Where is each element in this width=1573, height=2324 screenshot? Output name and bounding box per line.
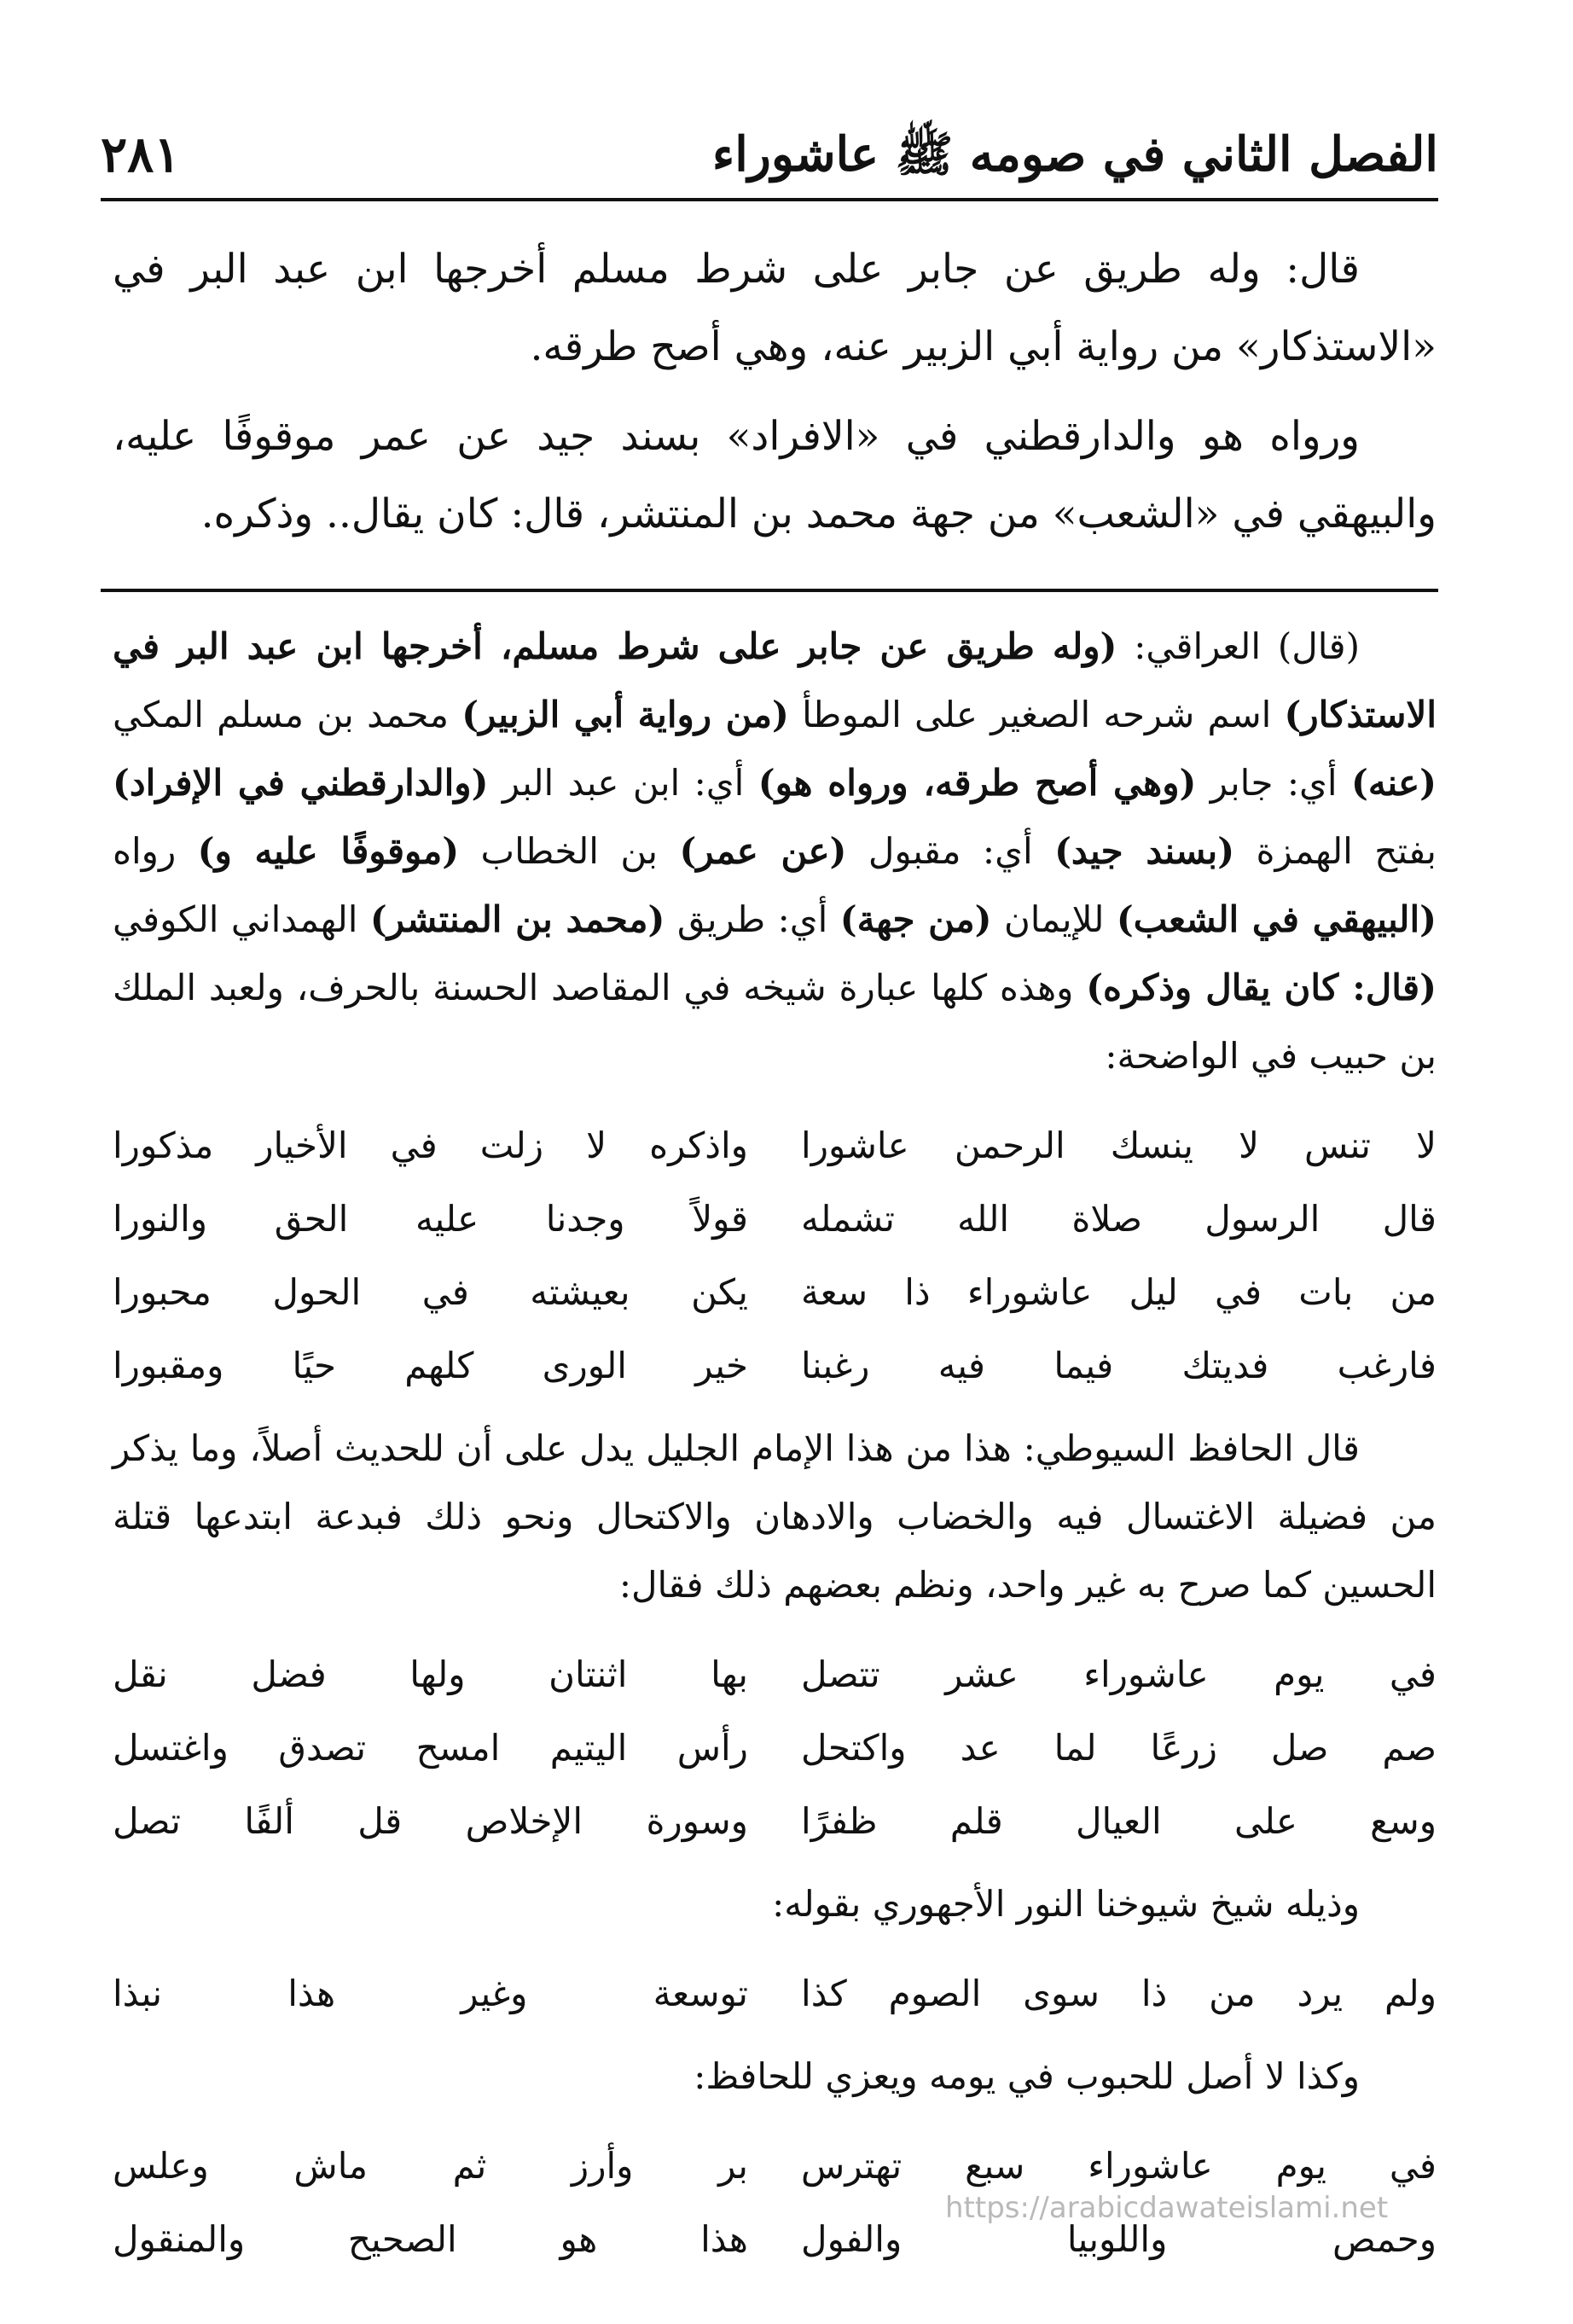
quoted-main-text: (عن عمر) <box>679 830 847 872</box>
commentary-intro <box>113 613 1437 1090</box>
poem-wadiha <box>113 1109 1437 1403</box>
main-paragraph-1: قال: وله طريق عن جابر على شرط مسلم أخرجها ابن عبد البر في «الاستذكار» من رواية أبي الزبير عنه، وهي أصح طرقه. <box>113 246 1437 370</box>
verse-line <box>113 1711 1437 1785</box>
second-hemistich: وسورة الإخلاص قل ألفًا تصل <box>113 1800 748 1842</box>
first-hemistich: فارغب فديتك فيما فيه رغبنا <box>801 1345 1437 1386</box>
quoted-main-text: (موقوفًا عليه و) <box>197 830 460 872</box>
quoted-main-text: (من جهة) <box>839 898 992 940</box>
commentary-text: بن الخطاب <box>459 830 680 872</box>
quoted-main-text: (قال: كان يقال وذكره) <box>1086 967 1437 1008</box>
page-number: ٢٨١ <box>101 125 181 183</box>
verse-line <box>113 1638 1437 1711</box>
commentary-text: أي: مقبول <box>846 830 1055 872</box>
suyuti-paragraph: قال الحافظ السيوطي: هذا من هذا الإمام الجليل يدل على أن للحديث أصلاً، وما يذكر من فضيلة الاغتسال فيه والخضاب والادهان والاكتحال ونحو ذلك فبدعة ابتدعها قتلة الحسين كما صرح به غير واحد، ونظم بعضهم ذلك فقال: <box>113 1427 1437 1606</box>
ajhuri-intro: وذيله شيخ شيوخنا النور الأجهوري بقوله: <box>772 1883 1360 1925</box>
verse-line <box>113 1329 1437 1403</box>
commentary-text: أي: جابر <box>1196 762 1351 804</box>
watermark-url: https://arabicdawateislami.net <box>945 2191 1389 2225</box>
main-text <box>113 230 1437 565</box>
grains-paragraph: وكذا لا أصل للحبوب في يومه ويعزي للحافظ: <box>694 2055 1360 2097</box>
quoted-main-text: (البيهقي في الشعب) <box>1116 898 1437 940</box>
commentary-text: الهمداني الكوفي <box>113 898 370 940</box>
first-hemistich: في يوم عاشوراء سبع تهترس <box>801 2145 1437 2187</box>
verse-line <box>113 1256 1437 1329</box>
commentary-text: وهذه كلها عبارة شيخه في المقاصد الحسنة بالحرف، ولعبد الملك بن حبيب في الواضحة: <box>113 967 1437 1077</box>
poem-ajhuri <box>113 1957 1437 2031</box>
poem-ashura-ten <box>113 1638 1437 1858</box>
second-hemistich: بر وأرز ثم ماش وعلس <box>113 2145 748 2187</box>
first-hemistich: وحمص واللوبيا والفول <box>801 2218 1437 2260</box>
commentary-text: أي: ابن عبد البر <box>488 762 758 804</box>
quoted-main-text: (بسند جيد) <box>1054 830 1235 872</box>
quoted-main-text: (من رواية أبي الزبير) <box>461 694 789 735</box>
second-hemistich: واذكره لا زلت في الأخيار مذكورا <box>113 1124 748 1166</box>
quoted-main-text: (محمد بن المنتشر) <box>369 898 665 940</box>
commentary-text: محمد بن مسلم المكي <box>113 694 462 735</box>
quoted-main-text: (وله طريق عن جابر على شرط مسلم، أخرجها ابن عبد البر في الاستذكار) <box>113 625 1437 735</box>
second-hemistich: قولاً وجدنا عليه الحق والنورا <box>113 1198 748 1240</box>
header-rule <box>101 198 1438 201</box>
quoted-main-text: (وهي أصح طرقه، ورواه هو) <box>757 762 1197 804</box>
footnote-divider <box>101 589 1438 592</box>
verse-line <box>113 1785 1437 1858</box>
verse-line <box>113 1109 1437 1182</box>
second-hemistich: هذا هو الصحيح والمنقول <box>113 2218 748 2260</box>
commentary-text: بفتح الهمزة <box>1234 830 1437 872</box>
commentary-text: أي: طريق <box>665 898 840 940</box>
commentary <box>113 613 1437 2288</box>
second-hemistich: بها اثنتان ولها فضل نقل <box>113 1653 748 1695</box>
verse-line <box>113 1957 1437 2031</box>
first-hemistich: وسع على العيال قلم ظفرًا <box>801 1800 1437 1842</box>
first-hemistich: في يوم عاشوراء عشر تتصل <box>801 1653 1437 1695</box>
second-hemistich: رأس اليتيم امسح تصدق واغتسل <box>113 1727 748 1769</box>
commentary-text: رواه <box>113 830 198 872</box>
first-hemistich: صم صل زرعًا لما عد واكتحل <box>801 1727 1437 1769</box>
page-header <box>101 115 1438 192</box>
quoted-main-text: (عنه) <box>1351 762 1437 804</box>
first-hemistich: لا تنس لا ينسك الرحمن عاشورا <box>801 1124 1437 1166</box>
second-hemistich: يكن بعيشته في الحول محبورا <box>113 1271 748 1313</box>
second-hemistich: توسعة وغير هذا نبذا <box>113 1972 748 2014</box>
quoted-main-text: (والدارقطني في الإفراد) <box>113 762 489 804</box>
first-hemistich: ولم يرد من ذا سوى الصوم كذا <box>801 1972 1437 2014</box>
commentary-text: للإيمان <box>991 898 1117 940</box>
second-hemistich: خير الورى كلهم حيًا ومقبورا <box>113 1345 748 1386</box>
commentary-text: (قال) العراقي: <box>1117 625 1360 667</box>
main-paragraph-2: ورواه هو والدارقطني في «الافراد» بسند جيد عن عمر موقوفًا عليه، والبيهقي في «الشعب» من جهة محمد بن المنتشر، قال: كان يقال.. وذكره. <box>113 413 1437 537</box>
first-hemistich: من بات في ليل عاشوراء ذا سعة <box>801 1271 1437 1313</box>
first-hemistich: قال الرسول صلاة الله تشمله <box>801 1198 1437 1240</box>
running-title: الفصل الثاني في صومه ﷺ عاشوراء <box>711 126 1438 183</box>
commentary-text: اسم شرحه الصغير على الموطأ <box>788 694 1285 735</box>
verse-line <box>113 1182 1437 1256</box>
